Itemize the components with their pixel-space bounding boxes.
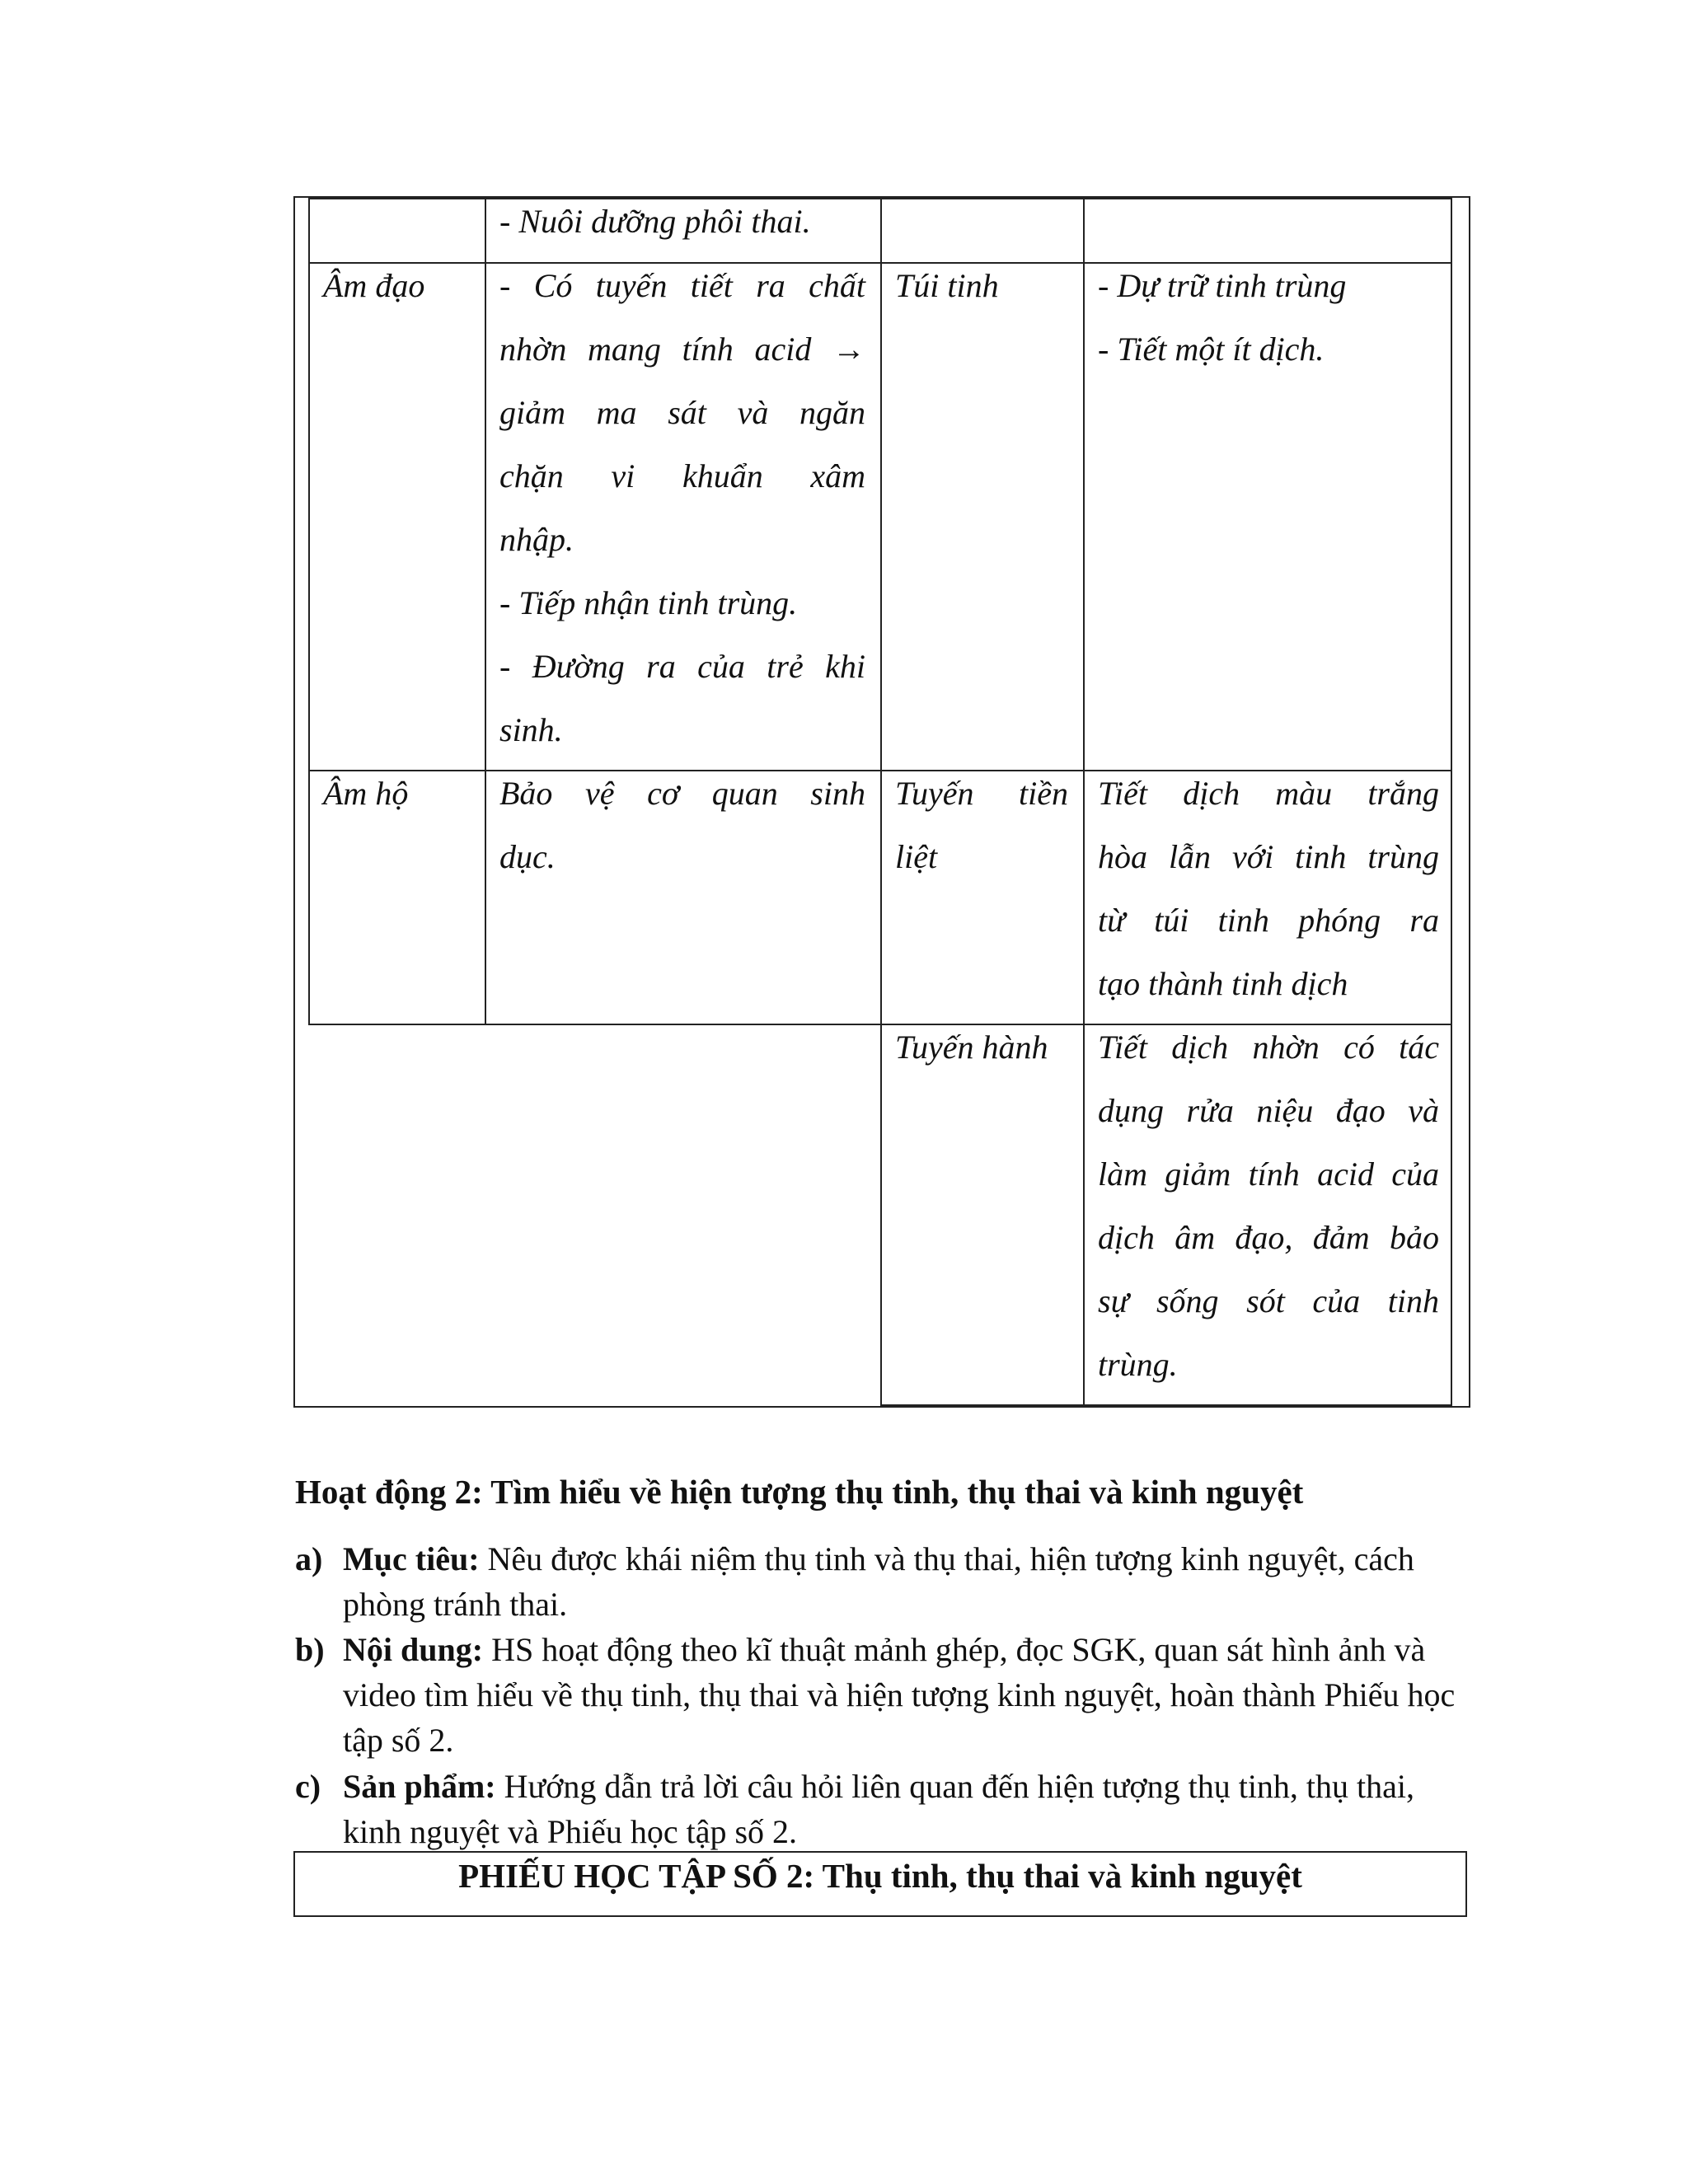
item-text: HS hoạt động theo kĩ thuật mảnh ghép, đọc SGK, quan sát hình ảnh và video tìm hiểu về thụ tinh, thụ thai và hiện tượng kinh nguyệt, hoàn thành Phiếu học tập số 2. xyxy=(343,1631,1456,1759)
table-border xyxy=(308,198,310,1025)
table-cell-organ: Âm hộ xyxy=(323,775,409,812)
table-cell-organ: Tuyến tiền liệt xyxy=(895,775,1068,875)
table-border xyxy=(880,198,882,1406)
list-marker: a) xyxy=(295,1540,323,1577)
item-label: Nội dung: xyxy=(343,1631,484,1668)
table-cell-function: Tiết dịch nhờn có tác dụng rửa niệu đạo và làm giảm tính acid của dịch âm đạo, đảm bảo sự sống sót của tinh trùng. xyxy=(1098,1029,1439,1383)
table-cell: - Nuôi dưỡng phôi thai. xyxy=(499,203,811,240)
worksheet-title-box xyxy=(293,1851,1467,1917)
table-cell-organ: Tuyến hành xyxy=(895,1029,1048,1066)
item-label: Sản phẩm: xyxy=(343,1768,496,1805)
table-border xyxy=(1083,198,1085,1406)
table-cell-function: Bảo vệ cơ quan sinh dục. xyxy=(499,775,865,875)
list-marker: c) xyxy=(295,1768,321,1805)
list-marker: b) xyxy=(295,1631,325,1668)
table-border xyxy=(1451,198,1452,1406)
table-cell-function: - Dự trữ tinh trùng - Tiết một ít dịch. xyxy=(1098,267,1347,368)
table-cell-function: Tiết dịch màu trắng hòa lẫn với tinh trùng từ túi tinh phóng ra tạo thành tinh dịch xyxy=(1098,775,1439,1002)
activity-heading: Hoạt động 2: Tìm hiểu về hiện tượng thụ tinh, thụ thai và kinh nguyệt xyxy=(295,1473,1304,1511)
table-border xyxy=(880,1404,1452,1406)
item-text: Nêu được khái niệm thụ tinh và thụ thai, hiện tượng kinh nguyệt, cách phòng tránh thai. xyxy=(343,1540,1414,1623)
item-label: Mục tiêu: xyxy=(343,1540,480,1577)
table-cell-function: - Có tuyến tiết ra chất nhờn mang tính acid → giảm ma sát và ngăn chặn vi khuẩn xâm nhập. - Tiếp nhận tinh trùng. - Đường ra của trẻ khi sinh. xyxy=(499,267,865,748)
item-text: Hướng dẫn trả lời câu hỏi liên quan đến hiện tượng thụ tinh, thụ thai, kinh nguyệt và Phiếu học tập số 2. xyxy=(343,1768,1415,1850)
worksheet-title: PHIẾU HỌC TẬP SỐ 2: Thụ tinh, thụ thai và kinh nguyệt xyxy=(458,1857,1302,1895)
table-cell-organ: Âm đạo xyxy=(323,267,425,304)
table-cell-organ: Túi tinh xyxy=(895,267,999,304)
table-border xyxy=(485,198,486,1025)
